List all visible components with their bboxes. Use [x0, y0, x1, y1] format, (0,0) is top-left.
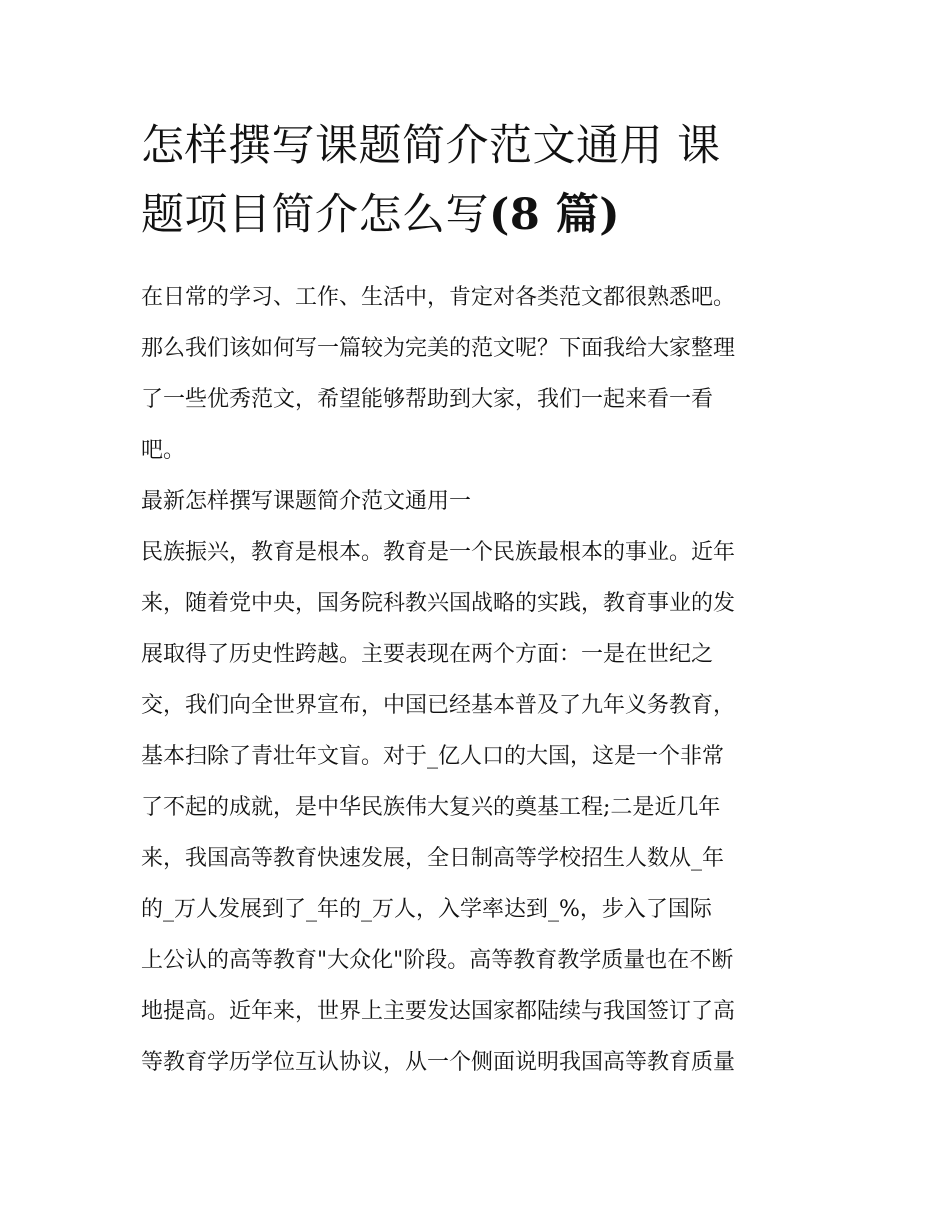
body-line: 展取得了历史性跨越。主要表现在两个方面：一是在世纪之: [141, 642, 714, 667]
body-line: 的_万人发展到了_年的_万人，入学率达到_%，步入了国际: [141, 897, 712, 922]
intro-line: 了一些优秀范文，希望能够帮助到大家，我们一起来看一看: [141, 387, 714, 412]
body-paragraph: [141, 527, 817, 1088]
body-line: 交，我们向全世界宣布，中国已经基本普及了九年义务教育，: [141, 693, 736, 718]
body-line: 民族振兴，教育是根本。教育是一个民族最根本的事业。近年: [141, 540, 736, 565]
body-line: 来，随着党中央，国务院科教兴国战略的实践，教育事业的发: [141, 591, 736, 616]
document-title: [141, 112, 817, 250]
body-line: 基本扫除了青壮年文盲。对于_亿人口的大国，这是一个非常: [141, 744, 725, 769]
title-suffix: (8 篇): [489, 190, 621, 240]
document-page: [141, 112, 817, 1088]
section-heading-text: 最新怎样撰写课题简介范文通用一: [141, 489, 472, 514]
title-line-2: [141, 181, 817, 250]
body-line: 来，我国高等教育快速发展，全日制高等学校招生人数从_年: [141, 846, 725, 871]
intro-line: 吧。: [141, 438, 186, 463]
intro-line: 那么我们该如何写一篇较为完美的范文呢？下面我给大家整理: [141, 336, 736, 361]
intro-paragraph: [141, 272, 817, 476]
body-line: 等教育学历学位互认协议，从一个侧面说明我国高等教育质量: [141, 1050, 736, 1075]
body-line: 上公认的高等教育"大众化"阶段。高等教育教学质量也在不断: [141, 948, 734, 973]
intro-line: 在日常的学习、工作、生活中，肯定对各类范文都很熟悉吧。: [141, 285, 736, 310]
section-heading: [141, 476, 817, 527]
title-line-1: 怎样撰写课题简介范文通用 课: [141, 121, 721, 171]
body-line: 了不起的成就，是中华民族伟大复兴的奠基工程;二是近几年: [141, 795, 721, 820]
body-line: 地提高。近年来，世界上主要发达国家都陆续与我国签订了高: [141, 999, 736, 1024]
title-line-2-text: 题项目简介怎么写: [141, 190, 489, 240]
